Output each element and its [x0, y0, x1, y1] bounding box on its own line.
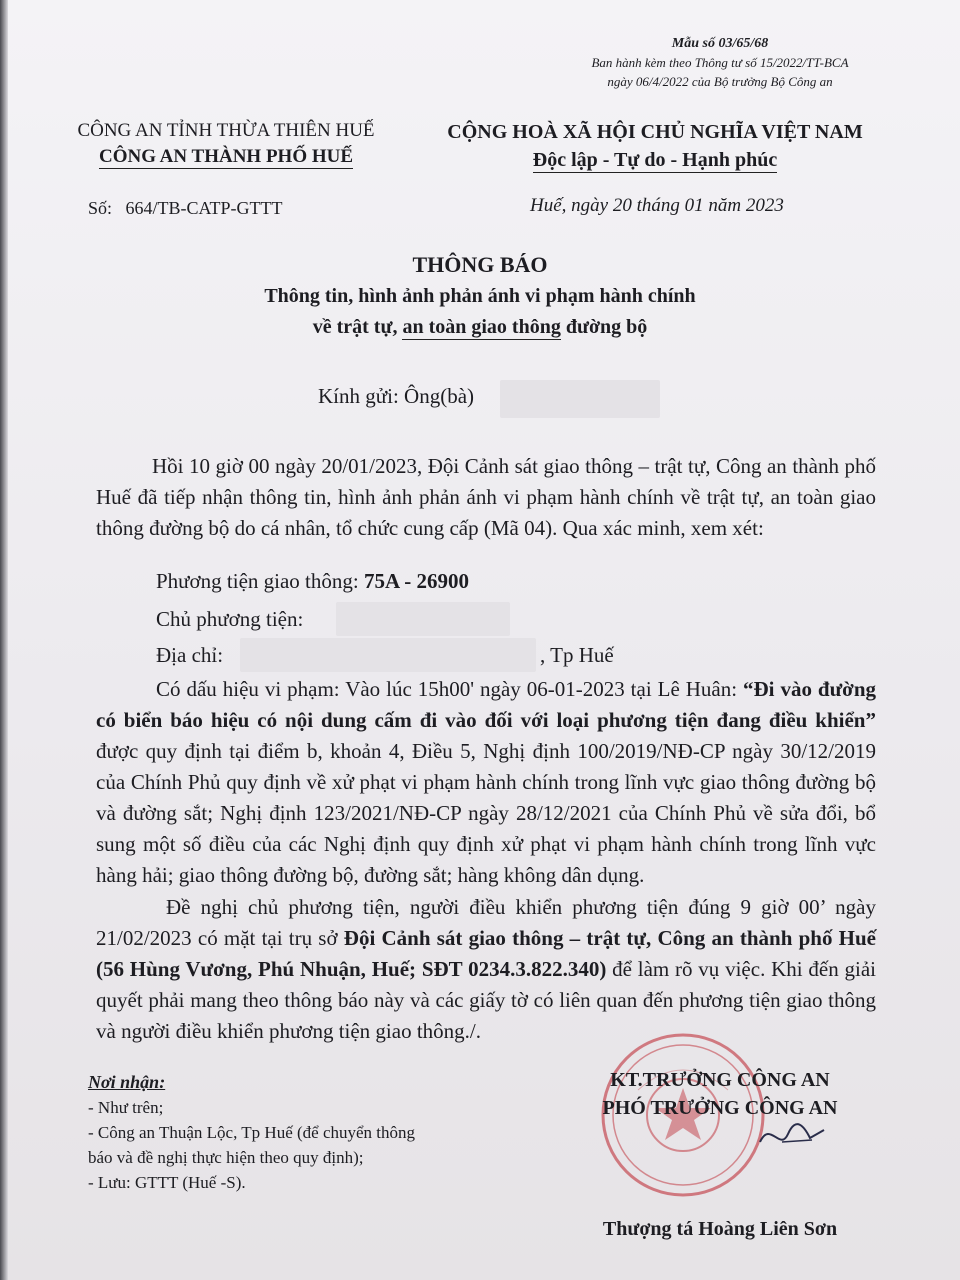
owner-line: Chủ phương tiện:	[156, 607, 304, 631]
issuing-agency	[40, 118, 412, 170]
recipient-item-3: - Lưu: GTTT (Huế -S).	[88, 1173, 246, 1192]
recipient-line: Kính gửi: Ông(bà)	[318, 384, 475, 408]
recipients-list	[88, 1070, 415, 1195]
recipient-item-2a: - Công an Thuận Lộc, Tp Huế (để chuyển thông	[88, 1123, 416, 1142]
vehicle-label: Phương tiện giao thông:	[156, 569, 359, 593]
form-issued-with: Ban hành kèm theo Thông tư số 15/2022/TT-BCA	[591, 55, 849, 70]
violation-prefix: Có dấu hiệu vi phạm: Vào lúc 15h00' ngày 06-01-2023 tại Lê Huân:	[156, 677, 738, 701]
violation-description: “Đi vào đường có biển báo hiệu có nội dung cấm đi vào đối với loại phương tiện đang điều khiển”	[96, 677, 876, 732]
vehicle-plate: 75A - 26900	[363, 569, 469, 593]
violation-paragraph	[96, 674, 876, 891]
country-name: CỘNG HOÀ XÃ HỘI CHỦ NGHĨA VIỆT NAM	[447, 121, 863, 143]
form-number: Mẫu số 03/65/68	[671, 36, 769, 51]
recipient-item-1: - Như trên;	[88, 1098, 164, 1117]
document-title: THÔNG BÁO	[412, 252, 548, 277]
document-number-label: Số:	[88, 198, 113, 218]
address-city: , Tp Huế	[540, 643, 614, 667]
subtitle-part-a: về trật tự,	[312, 316, 403, 338]
subtitle-part-c: đường bộ	[560, 316, 648, 338]
agency-parent: CÔNG AN TỈNH THỪA THIÊN HUẾ	[77, 120, 375, 141]
form-issued-date: ngày 06/4/2022 của Bộ trưởng Bộ Công an	[607, 74, 833, 89]
form-reference	[560, 34, 880, 91]
request-rest: để làm rõ vụ việc. Khi đến giải quyết phải mang theo thông báo này và các giấy tờ có liên quan đến phương tiện giao thông và người điều khiển phương tiện giao thông./.	[96, 957, 877, 1043]
recipients-title: Nơi nhận:	[88, 1072, 166, 1092]
document-subtitle-line1: Thông tin, hình ảnh phản ánh vi phạm hành chính	[264, 285, 696, 307]
signer-position: PHÓ TRƯỞNG CÔNG AN	[602, 1097, 838, 1119]
redacted-address	[240, 638, 536, 672]
national-motto: Độc lập - Tự do - Hạnh phúc	[532, 149, 778, 171]
intro-paragraph: Hồi 10 giờ 00 ngày 20/01/2023, Đội Cảnh sát giao thông – trật tự, Công an thành phố Huế đã tiếp nhận thông tin, hình ảnh phản ánh vi phạm hành chính về trật tự, an toàn giao thông đường bộ do cá nhân, tổ chức cung cấp (Mã 04). Qua xác minh, xem xét:	[96, 454, 876, 540]
document-date: Huế, ngày 20 tháng 01 năm 2023	[530, 195, 784, 216]
vehicle-line	[156, 566, 469, 597]
signature-block	[560, 1066, 880, 1122]
national-header	[420, 118, 890, 174]
signer-capacity: KT.TRƯỞNG CÔNG AN	[610, 1069, 830, 1091]
paper-edge-shadow	[0, 0, 8, 1280]
address-label: Địa chỉ:	[156, 643, 224, 667]
signer-name: Thượng tá Hoàng Liên Sơn	[602, 1218, 838, 1240]
handwritten-signature-icon	[752, 1112, 832, 1162]
request-location: Đội Cảnh sát giao thông – trật tự, Công an thành phố Huế (56 Hùng Vương, Phú Nhuận, Huế; SĐT 0234.3.822.340)	[96, 926, 876, 981]
recipient-item-2b: báo và đề nghị thực hiện theo quy định);	[88, 1148, 364, 1167]
document-subtitle-line2	[0, 316, 960, 339]
redacted-owner-name	[336, 602, 510, 636]
document-number	[88, 198, 283, 219]
agency-name: CÔNG AN THÀNH PHỐ HUẾ	[98, 146, 354, 167]
violation-legal-basis: được quy định tại điểm b, khoản 4, Điều 5, Nghị định 100/2019/NĐ-CP ngày 30/12/2019 của Chính Phủ quy định về xử phạt vi phạm hành chính trong lĩnh vực giao thông đường bộ và đường sắt; Nghị định 123/2021/NĐ-CP ngày 28/12/2021 của Chính Phủ về sửa đổi, bổ sung một số điều của các Nghị định quy định xử phạt vi phạm hành chính trong lĩnh vực hàng hải; giao thông đường bộ, đường sắt; hàng không dân dụng.	[96, 739, 876, 887]
redacted-recipient-name	[500, 380, 660, 418]
request-paragraph	[96, 892, 876, 1047]
document-number-value: 664/TB-CATP-GTTT	[125, 198, 283, 218]
subtitle-part-b: an toàn giao thông	[402, 316, 561, 338]
request-prefix: Đề nghị chủ phương tiện, người điều khiển phương tiện đúng 9 giờ 00’ ngày 21/02/2023 có mặt tại trụ sở	[96, 895, 876, 950]
